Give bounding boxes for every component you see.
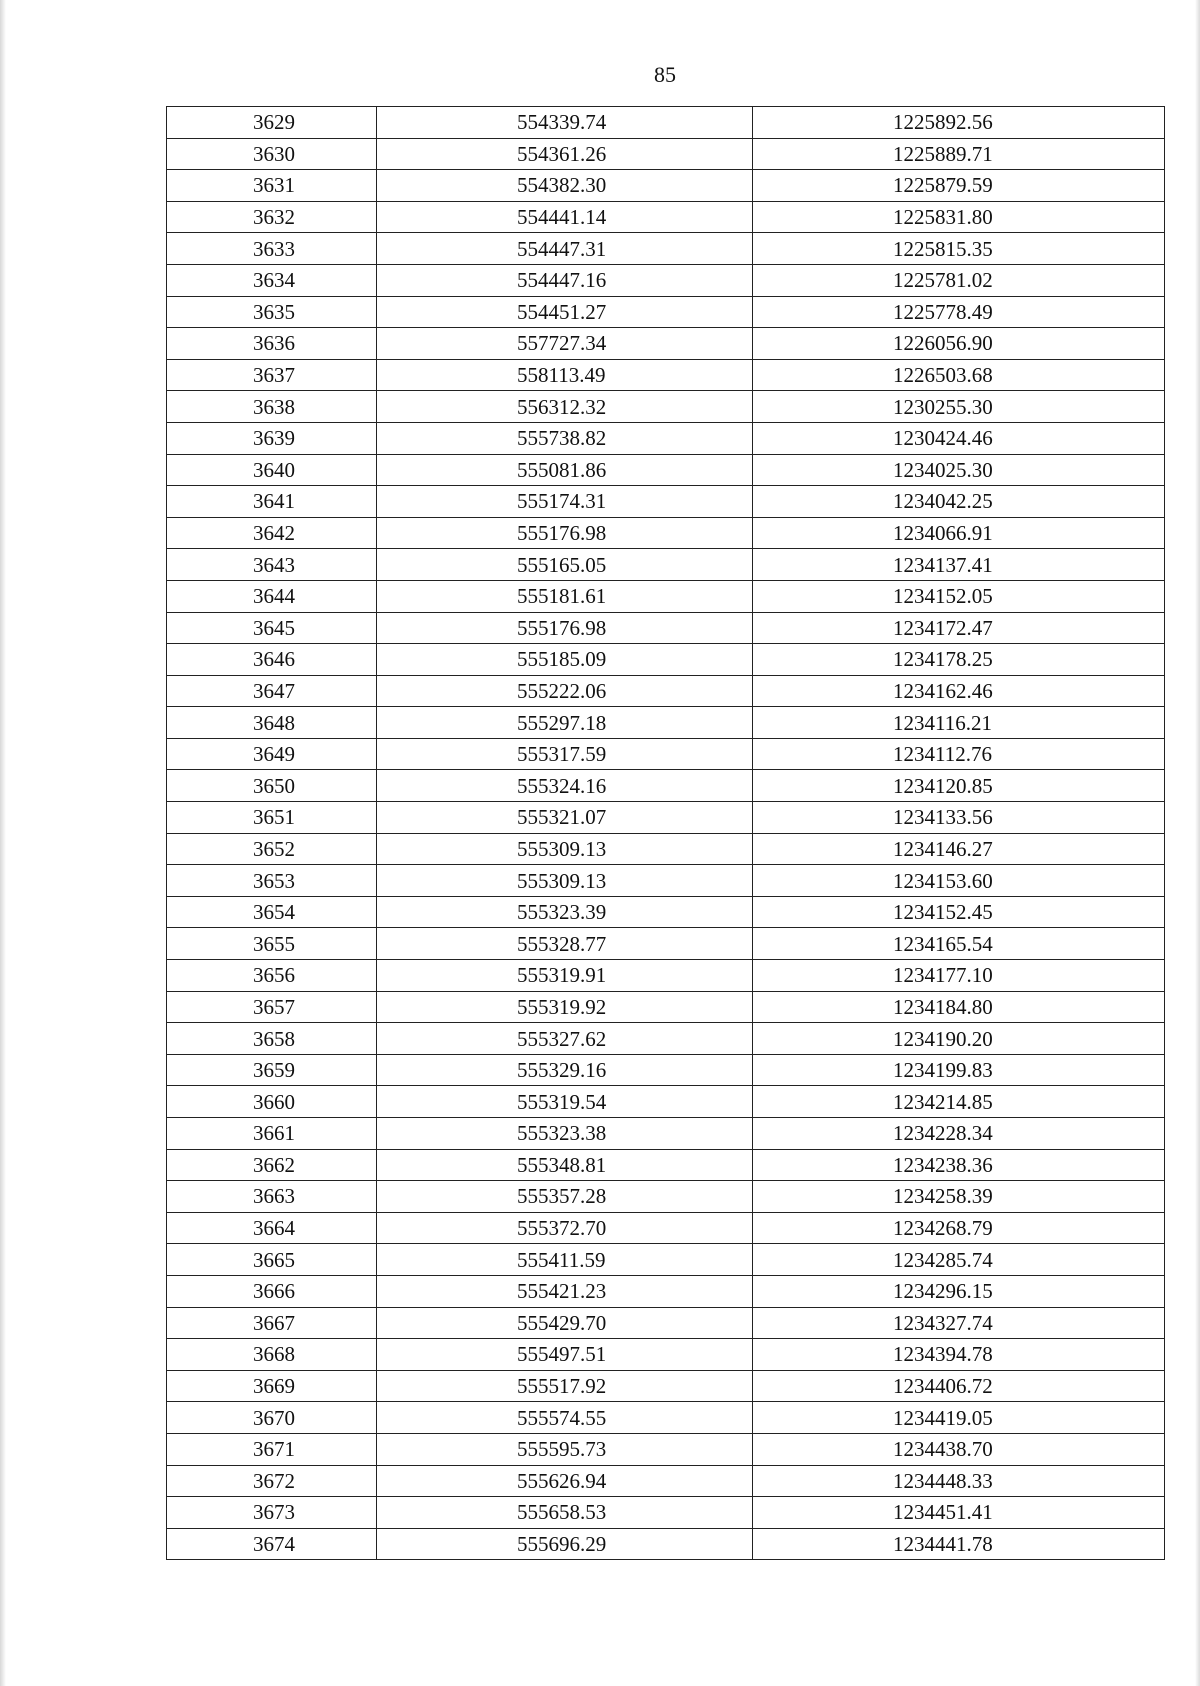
x-coordinate-cell: 555324.16 <box>377 770 753 802</box>
table-row <box>167 1023 1165 1055</box>
point-number-cell: 3639 <box>167 422 377 454</box>
table-row <box>167 991 1165 1023</box>
x-coordinate-cell: 554451.27 <box>377 296 753 328</box>
point-number-cell: 3636 <box>167 328 377 360</box>
point-number-cell: 3644 <box>167 580 377 612</box>
x-coordinate-cell: 555176.98 <box>377 612 753 644</box>
table-row <box>167 1370 1165 1402</box>
table-row <box>167 1118 1165 1150</box>
point-number-cell: 3653 <box>167 865 377 897</box>
point-number-cell: 3672 <box>167 1465 377 1497</box>
x-coordinate-cell: 555319.91 <box>377 960 753 992</box>
point-number-cell: 3662 <box>167 1149 377 1181</box>
table-row <box>167 1465 1165 1497</box>
table-row <box>167 1212 1165 1244</box>
x-coordinate-cell: 555372.70 <box>377 1212 753 1244</box>
x-coordinate-cell: 555497.51 <box>377 1339 753 1371</box>
x-coordinate-cell: 557727.34 <box>377 328 753 360</box>
x-coordinate-cell: 555317.59 <box>377 738 753 770</box>
x-coordinate-cell: 555429.70 <box>377 1307 753 1339</box>
x-coordinate-cell: 555174.31 <box>377 486 753 518</box>
x-coordinate-cell: 555517.92 <box>377 1370 753 1402</box>
table-row <box>167 391 1165 423</box>
page-number: 85 <box>654 62 676 87</box>
y-coordinate-cell: 1234296.15 <box>753 1275 1165 1307</box>
y-coordinate-cell: 1226056.90 <box>753 328 1165 360</box>
y-coordinate-cell: 1234137.41 <box>753 549 1165 581</box>
y-coordinate-cell: 1225879.59 <box>753 170 1165 202</box>
y-coordinate-cell: 1230255.30 <box>753 391 1165 423</box>
y-coordinate-cell: 1225778.49 <box>753 296 1165 328</box>
x-coordinate-cell: 555348.81 <box>377 1149 753 1181</box>
y-coordinate-cell: 1234184.80 <box>753 991 1165 1023</box>
point-number-cell: 3634 <box>167 264 377 296</box>
point-number-cell: 3638 <box>167 391 377 423</box>
point-number-cell: 3658 <box>167 1023 377 1055</box>
y-coordinate-cell: 1234438.70 <box>753 1433 1165 1465</box>
x-coordinate-cell: 558113.49 <box>377 359 753 391</box>
x-coordinate-cell: 555329.16 <box>377 1054 753 1086</box>
y-coordinate-cell: 1234112.76 <box>753 738 1165 770</box>
y-coordinate-cell: 1234441.78 <box>753 1528 1165 1560</box>
point-number-cell: 3648 <box>167 707 377 739</box>
y-coordinate-cell: 1234268.79 <box>753 1212 1165 1244</box>
x-coordinate-cell: 555309.13 <box>377 833 753 865</box>
y-coordinate-cell: 1234177.10 <box>753 960 1165 992</box>
point-number-cell: 3663 <box>167 1181 377 1213</box>
point-number-cell: 3652 <box>167 833 377 865</box>
point-number-cell: 3665 <box>167 1244 377 1276</box>
x-coordinate-cell: 555626.94 <box>377 1465 753 1497</box>
x-coordinate-cell: 555165.05 <box>377 549 753 581</box>
point-number-cell: 3651 <box>167 802 377 834</box>
table-row <box>167 201 1165 233</box>
point-number-cell: 3631 <box>167 170 377 202</box>
table-row <box>167 707 1165 739</box>
point-number-cell: 3637 <box>167 359 377 391</box>
table-row <box>167 1307 1165 1339</box>
table-row <box>167 107 1165 139</box>
point-number-cell: 3659 <box>167 1054 377 1086</box>
y-coordinate-cell: 1225781.02 <box>753 264 1165 296</box>
point-number-cell: 3654 <box>167 896 377 928</box>
x-coordinate-cell: 555081.86 <box>377 454 753 486</box>
y-coordinate-cell: 1234120.85 <box>753 770 1165 802</box>
y-coordinate-cell: 1234172.47 <box>753 612 1165 644</box>
x-coordinate-cell: 555357.28 <box>377 1181 753 1213</box>
table-row <box>167 1149 1165 1181</box>
point-number-cell: 3660 <box>167 1086 377 1118</box>
table-row <box>167 675 1165 707</box>
table-row <box>167 802 1165 834</box>
point-number-cell: 3647 <box>167 675 377 707</box>
table-row <box>167 138 1165 170</box>
table-row <box>167 833 1165 865</box>
table-row <box>167 1402 1165 1434</box>
y-coordinate-cell: 1234066.91 <box>753 517 1165 549</box>
x-coordinate-cell: 555328.77 <box>377 928 753 960</box>
y-coordinate-cell: 1234152.45 <box>753 896 1165 928</box>
y-coordinate-cell: 1234327.74 <box>753 1307 1165 1339</box>
table-row <box>167 770 1165 802</box>
table-row <box>167 422 1165 454</box>
y-coordinate-cell: 1234228.34 <box>753 1118 1165 1150</box>
x-coordinate-cell: 555222.06 <box>377 675 753 707</box>
x-coordinate-cell: 554447.31 <box>377 233 753 265</box>
x-coordinate-cell: 554441.14 <box>377 201 753 233</box>
table-row <box>167 296 1165 328</box>
point-number-cell: 3635 <box>167 296 377 328</box>
y-coordinate-cell: 1234146.27 <box>753 833 1165 865</box>
table-row <box>167 454 1165 486</box>
table-row <box>167 580 1165 612</box>
table-row <box>167 865 1165 897</box>
table-row <box>167 549 1165 581</box>
x-coordinate-cell: 555297.18 <box>377 707 753 739</box>
x-coordinate-cell: 554339.74 <box>377 107 753 139</box>
table-row <box>167 486 1165 518</box>
y-coordinate-cell: 1234285.74 <box>753 1244 1165 1276</box>
y-coordinate-cell: 1225815.35 <box>753 233 1165 265</box>
table-row <box>167 960 1165 992</box>
x-coordinate-cell: 555327.62 <box>377 1023 753 1055</box>
scan-edge-right <box>1195 0 1200 1686</box>
y-coordinate-cell: 1234133.56 <box>753 802 1165 834</box>
table-row <box>167 612 1165 644</box>
point-number-cell: 3630 <box>167 138 377 170</box>
point-number-cell: 3657 <box>167 991 377 1023</box>
y-coordinate-cell: 1234162.46 <box>753 675 1165 707</box>
x-coordinate-cell: 555658.53 <box>377 1497 753 1529</box>
point-number-cell: 3640 <box>167 454 377 486</box>
table-row <box>167 896 1165 928</box>
table-row <box>167 1497 1165 1529</box>
y-coordinate-cell: 1234199.83 <box>753 1054 1165 1086</box>
y-coordinate-cell: 1234214.85 <box>753 1086 1165 1118</box>
table-row <box>167 1086 1165 1118</box>
y-coordinate-cell: 1225892.56 <box>753 107 1165 139</box>
x-coordinate-cell: 555421.23 <box>377 1275 753 1307</box>
point-number-cell: 3664 <box>167 1212 377 1244</box>
y-coordinate-cell: 1234152.05 <box>753 580 1165 612</box>
scan-edge-left <box>0 0 6 1686</box>
x-coordinate-cell: 555176.98 <box>377 517 753 549</box>
y-coordinate-cell: 1234025.30 <box>753 454 1165 486</box>
x-coordinate-cell: 555323.38 <box>377 1118 753 1150</box>
coordinates-table <box>166 106 1165 1560</box>
x-coordinate-cell: 555738.82 <box>377 422 753 454</box>
point-number-cell: 3674 <box>167 1528 377 1560</box>
point-number-cell: 3667 <box>167 1307 377 1339</box>
y-coordinate-cell: 1234178.25 <box>753 644 1165 676</box>
table-row <box>167 1275 1165 1307</box>
point-number-cell: 3668 <box>167 1339 377 1371</box>
y-coordinate-cell: 1226503.68 <box>753 359 1165 391</box>
point-number-cell: 3649 <box>167 738 377 770</box>
point-number-cell: 3666 <box>167 1275 377 1307</box>
y-coordinate-cell: 1234451.41 <box>753 1497 1165 1529</box>
y-coordinate-cell: 1234153.60 <box>753 865 1165 897</box>
x-coordinate-cell: 555319.54 <box>377 1086 753 1118</box>
point-number-cell: 3650 <box>167 770 377 802</box>
table-row <box>167 1054 1165 1086</box>
x-coordinate-cell: 555181.61 <box>377 580 753 612</box>
point-number-cell: 3671 <box>167 1433 377 1465</box>
point-number-cell: 3645 <box>167 612 377 644</box>
x-coordinate-cell: 554361.26 <box>377 138 753 170</box>
point-number-cell: 3641 <box>167 486 377 518</box>
y-coordinate-cell: 1225889.71 <box>753 138 1165 170</box>
point-number-cell: 3673 <box>167 1497 377 1529</box>
y-coordinate-cell: 1234190.20 <box>753 1023 1165 1055</box>
point-number-cell: 3633 <box>167 233 377 265</box>
point-number-cell: 3656 <box>167 960 377 992</box>
table-row <box>167 328 1165 360</box>
x-coordinate-cell: 556312.32 <box>377 391 753 423</box>
table-row <box>167 1339 1165 1371</box>
table-row <box>167 264 1165 296</box>
table-row <box>167 517 1165 549</box>
table-row <box>167 1244 1165 1276</box>
x-coordinate-cell: 555595.73 <box>377 1433 753 1465</box>
point-number-cell: 3629 <box>167 107 377 139</box>
y-coordinate-cell: 1234238.36 <box>753 1149 1165 1181</box>
y-coordinate-cell: 1230424.46 <box>753 422 1165 454</box>
table-row <box>167 738 1165 770</box>
point-number-cell: 3646 <box>167 644 377 676</box>
y-coordinate-cell: 1225831.80 <box>753 201 1165 233</box>
table-row <box>167 1181 1165 1213</box>
point-number-cell: 3655 <box>167 928 377 960</box>
x-coordinate-cell: 555323.39 <box>377 896 753 928</box>
table-row <box>167 1433 1165 1465</box>
coordinates-table-body <box>167 107 1165 1560</box>
table-row <box>167 359 1165 391</box>
table-row <box>167 928 1165 960</box>
point-number-cell: 3642 <box>167 517 377 549</box>
y-coordinate-cell: 1234165.54 <box>753 928 1165 960</box>
y-coordinate-cell: 1234116.21 <box>753 707 1165 739</box>
y-coordinate-cell: 1234448.33 <box>753 1465 1165 1497</box>
y-coordinate-cell: 1234394.78 <box>753 1339 1165 1371</box>
x-coordinate-cell: 555309.13 <box>377 865 753 897</box>
y-coordinate-cell: 1234258.39 <box>753 1181 1165 1213</box>
x-coordinate-cell: 555185.09 <box>377 644 753 676</box>
table-row <box>167 1528 1165 1560</box>
table-row <box>167 644 1165 676</box>
y-coordinate-cell: 1234419.05 <box>753 1402 1165 1434</box>
point-number-cell: 3632 <box>167 201 377 233</box>
x-coordinate-cell: 555574.55 <box>377 1402 753 1434</box>
table-row <box>167 233 1165 265</box>
point-number-cell: 3661 <box>167 1118 377 1150</box>
point-number-cell: 3643 <box>167 549 377 581</box>
x-coordinate-cell: 555696.29 <box>377 1528 753 1560</box>
x-coordinate-cell: 554382.30 <box>377 170 753 202</box>
table-row <box>167 170 1165 202</box>
x-coordinate-cell: 555321.07 <box>377 802 753 834</box>
x-coordinate-cell: 555319.92 <box>377 991 753 1023</box>
y-coordinate-cell: 1234406.72 <box>753 1370 1165 1402</box>
point-number-cell: 3670 <box>167 1402 377 1434</box>
point-number-cell: 3669 <box>167 1370 377 1402</box>
x-coordinate-cell: 554447.16 <box>377 264 753 296</box>
y-coordinate-cell: 1234042.25 <box>753 486 1165 518</box>
x-coordinate-cell: 555411.59 <box>377 1244 753 1276</box>
